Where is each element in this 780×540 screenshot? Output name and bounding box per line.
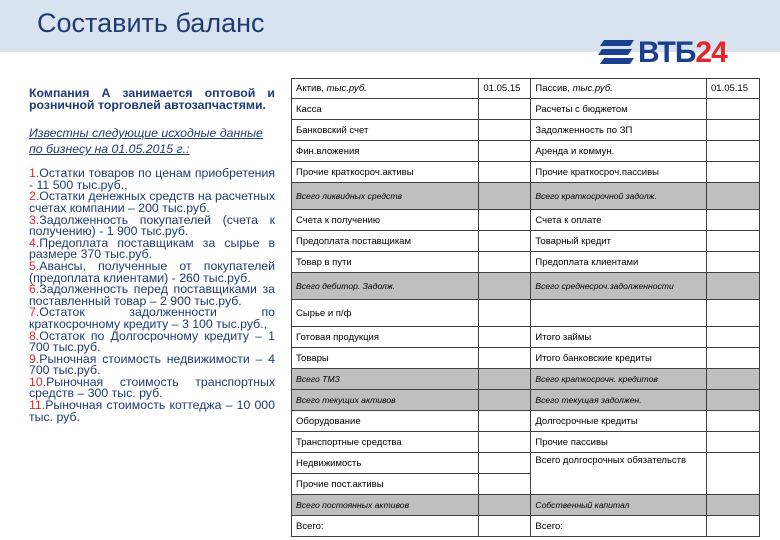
- liability-value-cell[interactable]: [707, 411, 760, 432]
- liability-value-cell[interactable]: [707, 210, 760, 231]
- item-text: Задолженность перед поставщиками за поставленный товар – 2 900 тыс.руб.: [29, 282, 275, 308]
- liability-label: Задолженность по ЗП: [531, 120, 707, 141]
- liability-label: Прочие пассивы: [531, 432, 707, 453]
- asset-value-cell[interactable]: [479, 162, 531, 183]
- asset-value-cell[interactable]: [479, 252, 531, 273]
- item-text: Остаток по Долгосрочному кредиту – 1 700 тыс.руб.: [29, 328, 275, 355]
- list-item: [29, 212, 275, 239]
- item-text: Рыночная стоимость недвижимости – 4 700 тыс.руб.: [29, 351, 275, 378]
- asset-value-cell[interactable]: [479, 327, 531, 348]
- asset-label: Счета к получению: [292, 210, 479, 231]
- item-number: 10.: [29, 374, 47, 389]
- table-row: [292, 300, 760, 327]
- liability-value-cell[interactable]: [707, 141, 760, 162]
- item-text: Остатки денежных средств на расчетных счетах компании – 200 тыс.руб.: [29, 189, 275, 215]
- asset-value-cell[interactable]: [479, 390, 531, 411]
- table-row: [292, 453, 760, 474]
- list-item: [29, 258, 275, 285]
- asset-value-cell[interactable]: [479, 495, 531, 516]
- liability-value-cell[interactable]: [707, 453, 760, 495]
- asset-value-cell[interactable]: [479, 474, 531, 495]
- item-text: Рыночная стоимость транспортных средств – 300 тыс. руб.: [29, 374, 275, 401]
- asset-label: Оборудование: [292, 411, 479, 432]
- asset-label: Прочие краткосроч.активы: [292, 162, 479, 183]
- asset-subtotal-label: Всего текущих активов: [292, 390, 479, 411]
- item-text: Рыночная стоимость коттеджа – 10 000 тыс. руб.: [29, 398, 275, 424]
- item-text: Предоплата поставщикам за сырье в размере 370 тыс.руб.: [29, 235, 275, 262]
- table-row: [292, 162, 760, 183]
- liability-value-cell[interactable]: [707, 369, 760, 390]
- table-row: [292, 120, 760, 141]
- asset-value-cell[interactable]: [479, 210, 531, 231]
- subtotal-row: [292, 495, 760, 516]
- liability-value-cell[interactable]: [707, 432, 760, 453]
- item-number: 5.: [29, 258, 40, 273]
- subtotal-row: [292, 369, 760, 390]
- table-row: [292, 141, 760, 162]
- liability-value-cell[interactable]: [707, 231, 760, 252]
- logo-vtb: ВТБ: [638, 36, 696, 69]
- header-liability: Пассив, тыс.руб.: [531, 79, 707, 99]
- list-item: [29, 351, 275, 378]
- logo-wordmark: [638, 36, 727, 70]
- liability-value-cell[interactable]: [707, 273, 760, 300]
- subtotal-row: [292, 390, 760, 411]
- liability-label: Долгосрочные кредиты: [531, 411, 707, 432]
- data-list: [29, 168, 275, 423]
- table-header-row: [292, 79, 760, 99]
- liability-subtotal-label: Всего среднесроч.задолженности: [531, 273, 707, 300]
- liability-label: Итого займы: [531, 327, 707, 348]
- liability-value-cell[interactable]: [707, 120, 760, 141]
- company-intro: Компания А занимается оптовой и розничной торговлей автозапчастями.: [29, 86, 275, 112]
- liability-subtotal-label: Всего краткосрочной задолж.: [531, 183, 707, 210]
- asset-value-cell[interactable]: [479, 369, 531, 390]
- list-item: [29, 284, 275, 307]
- asset-label: Прочие пост.активы: [292, 474, 479, 495]
- subtotal-row: [292, 183, 760, 210]
- liability-label: Товарный кредит: [531, 231, 707, 252]
- asset-value-cell[interactable]: [479, 231, 531, 252]
- liability-value-cell[interactable]: [707, 99, 760, 120]
- asset-value-cell[interactable]: [479, 141, 531, 162]
- item-text: Остаток задолженности по краткосрочному кредиту – 3 100 тыс.руб.,: [29, 305, 275, 331]
- item-number: 7.: [29, 305, 40, 320]
- liability-subtotal-label: Собственный капитал: [531, 495, 707, 516]
- table-row: [292, 99, 760, 120]
- table-row: [292, 348, 760, 369]
- asset-value-cell[interactable]: [479, 411, 531, 432]
- item-text: Авансы, полученные от покупателей (предоплата клиентами) - 260 тыс.руб.: [29, 258, 275, 285]
- liability-label: Итого банковские кредиты: [531, 348, 707, 369]
- liability-value-cell[interactable]: [707, 252, 760, 273]
- liability-label: Счета к оплате: [531, 210, 707, 231]
- liability-value-cell[interactable]: [707, 162, 760, 183]
- table-row: [292, 210, 760, 231]
- asset-subtotal-label: Всего дебитор. Задолж.: [292, 273, 479, 300]
- asset-subtotal-label: Всего ликвидных средств: [292, 183, 479, 210]
- liability-label: Аренда и коммун.: [531, 141, 707, 162]
- asset-label: Сырье и п/ф: [292, 300, 479, 327]
- asset-value-cell[interactable]: [479, 183, 531, 210]
- item-number: 8.: [29, 328, 40, 343]
- vtb-flag-icon: [598, 38, 636, 68]
- liability-value-cell[interactable]: [707, 348, 760, 369]
- liability-value-cell[interactable]: [707, 390, 760, 411]
- asset-label: Готовая продукция: [292, 327, 479, 348]
- list-item: [29, 191, 275, 214]
- asset-subtotal-label: Всего постоянных активов: [292, 495, 479, 516]
- liability-value-cell[interactable]: [707, 327, 760, 348]
- list-item: [29, 400, 275, 423]
- item-number: 2.: [29, 189, 40, 204]
- asset-label: Товары: [292, 348, 479, 369]
- table-row: [292, 327, 760, 348]
- subtotal-row: [292, 273, 760, 300]
- item-number: 11.: [29, 398, 46, 413]
- asset-value-cell[interactable]: [479, 120, 531, 141]
- liability-label: Прочие краткосроч.пассивы: [531, 162, 707, 183]
- asset-label: Транспортные средства: [292, 432, 479, 453]
- asset-value-cell[interactable]: [479, 273, 531, 300]
- table-row: [292, 411, 760, 432]
- table-row: [292, 231, 760, 252]
- list-item: [29, 235, 275, 262]
- liability-value-cell[interactable]: [707, 495, 760, 516]
- item-number: 9.: [29, 351, 40, 366]
- item-number: 6.: [29, 282, 40, 297]
- given-data-text: Известны следующие исходные данные по бизнесу на 01.05.2015 г.:: [29, 126, 263, 157]
- list-item: [29, 328, 275, 355]
- liability-subtotal-label: Всего текущая задолжен.: [531, 390, 707, 411]
- header-asset: Актив, тыс.руб.: [292, 79, 479, 99]
- liability-label: [531, 300, 707, 327]
- list-item: [29, 168, 275, 191]
- page-title: Составить баланс: [37, 8, 265, 38]
- item-number: 1.: [29, 166, 40, 181]
- header-date-asset: 01.05.15: [479, 79, 531, 99]
- table-row: [292, 252, 760, 273]
- logo-24: 24: [695, 36, 727, 69]
- item-text: Задолженность покупателей (счета к получению) - 1 900 тыс.руб.: [29, 212, 275, 239]
- liability-label: Расчеты с бюджетом: [531, 99, 707, 120]
- liability-subtotal-label: Всего краткосрочн. кредитов: [531, 369, 707, 390]
- liability-label: Предоплата клиентами: [531, 252, 707, 273]
- table-row: [292, 432, 760, 453]
- task-description: [29, 88, 275, 423]
- item-number: 4.: [29, 235, 40, 250]
- liability-label: Всего долгосрочных обязательств: [531, 453, 707, 495]
- asset-value-cell[interactable]: [479, 453, 531, 474]
- asset-value-cell[interactable]: [479, 432, 531, 453]
- asset-label: Товар в пути: [292, 252, 479, 273]
- liability-total-label: Всего:: [531, 516, 707, 537]
- asset-total-label: Всего:: [292, 516, 479, 537]
- asset-value-cell[interactable]: [479, 300, 531, 327]
- asset-value-cell[interactable]: [479, 516, 531, 537]
- list-item: [29, 307, 275, 330]
- asset-subtotal-label: Всего ТМЗ: [292, 369, 479, 390]
- balance-table: [291, 78, 760, 537]
- given-data-heading: [29, 125, 275, 157]
- item-number: 3.: [29, 212, 40, 227]
- header-date-liability: 01.05.15: [707, 79, 760, 99]
- vtb24-logo: [596, 36, 756, 78]
- asset-label: Касса: [292, 99, 479, 120]
- item-text: Остатки товаров по ценам приобретения - 11 500 тыс.руб.,: [29, 166, 275, 192]
- asset-label: Фин.вложения: [292, 141, 479, 162]
- asset-label: Предоплата поставщикам: [292, 231, 479, 252]
- list-item: [29, 374, 275, 401]
- liability-value-cell[interactable]: [707, 516, 760, 537]
- asset-value-cell[interactable]: [479, 348, 531, 369]
- liability-value-cell[interactable]: [707, 183, 760, 210]
- asset-label: Недвижимость: [292, 453, 479, 474]
- liability-value-cell[interactable]: [707, 300, 760, 327]
- total-row: [292, 516, 760, 537]
- asset-value-cell[interactable]: [479, 99, 531, 120]
- asset-label: Банковский счет: [292, 120, 479, 141]
